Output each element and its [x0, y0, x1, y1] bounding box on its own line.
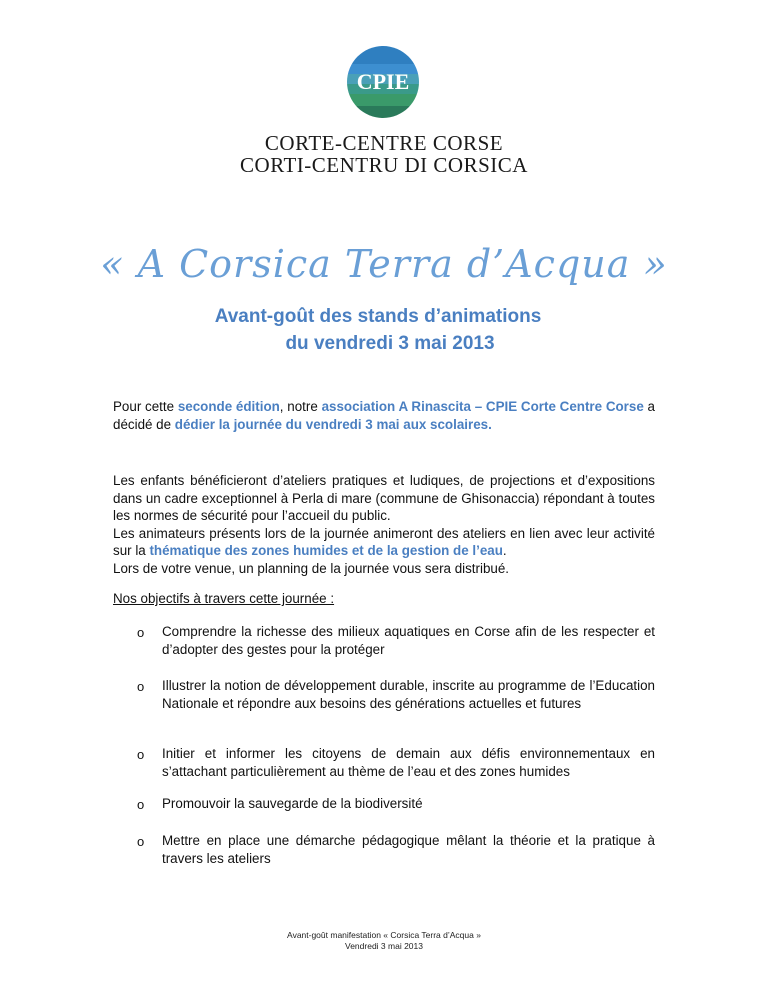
cpie-logo-graphic	[345, 44, 421, 120]
subtitle-line2: du vendredi 3 mai 2013	[285, 333, 495, 354]
event-title: « A Corsica Terra d’Acqua »	[100, 242, 668, 286]
text-run: a décidé de	[113, 399, 655, 432]
subtitle-line1: Avant-goût des stands d’animations	[214, 306, 542, 327]
cpie-logo	[345, 44, 421, 120]
org-name-co: CORTI-CENTRU DI CORSICA	[240, 153, 528, 177]
highlight-dedication: dédier la journée du vendredi 3 mai aux scolaires.	[174, 416, 492, 432]
bullet-marker: o	[137, 679, 145, 694]
text-run: Les enfants bénéficieront d’ateliers pratiques et ludiques, de projections et d’expositions dans un cadre exceptionnel à Perla di mare (commune de Ghisonaccia) répondant à toutes les normes de sécurité pour l’accueil du public.	[113, 473, 655, 523]
footer-line2: Vendredi 3 mai 2013	[345, 941, 423, 951]
objective-item: Comprendre la richesse des milieux aquatiques en Corse afin de les respecter et d’adopter des gestes pour la protéger	[162, 624, 655, 657]
text-run: Les animateurs présents lors de la journée animeront des ateliers en lien avec leur activité sur la	[113, 525, 655, 558]
org-name-fr: CORTE-CENTRE CORSE	[264, 131, 504, 155]
objective-item: Promouvoir la sauvegarde de la biodiversité	[162, 796, 423, 811]
bullet-marker: o	[137, 747, 145, 762]
footer-line1: Avant-goût manifestation « Corsica Terra d’Acqua »	[287, 930, 481, 940]
bullet-marker: o	[137, 834, 145, 849]
highlight-theme: thématique des zones humides et de la gestion de l’eau	[149, 543, 503, 558]
highlight-edition: seconde édition	[177, 399, 280, 414]
text-run: Lors de votre venue, un planning de la journée vous sera distribué.	[113, 560, 510, 576]
objective-item: Mettre en place une démarche pédagogique mêlant la théorie et la pratique à travers les ateliers	[162, 833, 655, 866]
intro-paragraph-2	[113, 472, 655, 577]
objective-item: Illustrer la notion de développement durable, inscrite au programme de l’Education Nationale et répondre aux besoins des générations actuelles et futures	[162, 678, 655, 711]
logo-text: CPIE	[356, 69, 410, 94]
bullet-marker: o	[137, 797, 145, 812]
intro-paragraph-1	[113, 398, 655, 433]
text-run: .	[502, 543, 507, 558]
objective-item: Initier et informer les citoyens de demain aux défis environnementaux en s’attachant particulièrement au thème de l’eau et des zones humides	[162, 746, 655, 779]
bullet-marker: o	[137, 625, 145, 640]
text-run: , notre	[279, 399, 322, 414]
highlight-association: association A Rinascita – CPIE Corte Centre Corse	[321, 399, 644, 414]
text-run: Pour cette	[113, 399, 178, 414]
objectives-heading: Nos objectifs à travers cette journée :	[113, 591, 335, 606]
